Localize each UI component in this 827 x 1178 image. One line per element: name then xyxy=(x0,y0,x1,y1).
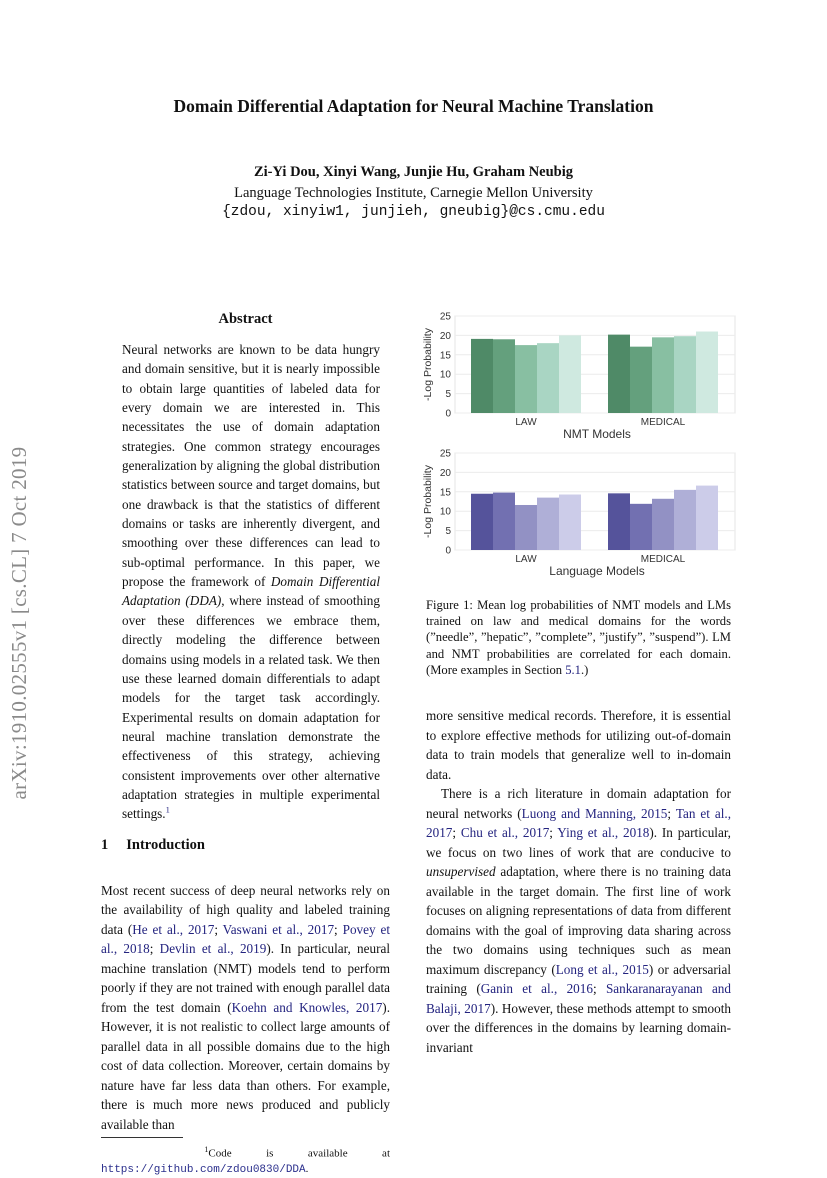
bar-law-complete xyxy=(515,505,537,550)
bar-law-hepatic xyxy=(493,493,515,550)
text-run: .) xyxy=(580,662,589,677)
citation-link[interactable]: Long et al., 2015 xyxy=(555,961,649,977)
y-tick-label: 25 xyxy=(439,311,451,323)
footnote-rule xyxy=(101,1137,183,1138)
section-heading-introduction xyxy=(101,837,390,854)
text-run: ; xyxy=(452,825,461,841)
bar-medical-needle xyxy=(608,335,630,413)
text-run: ; xyxy=(592,981,606,997)
bar-medical-suspend xyxy=(696,332,718,413)
text-run: Figure 1: Mean log probabilities of NMT models and LMs trained on law and medical domains for the words (”needle”, ”hepatic”, ”complete”, ”justify”, ”suspend”). LM and NMT probabilities are correlated for each domain. (More examples in Section xyxy=(426,598,731,677)
right-column xyxy=(426,597,731,1057)
y-tick-label: 0 xyxy=(445,408,451,420)
citation-link[interactable]: 5.1 xyxy=(565,662,581,677)
text-run: ). In particular, neural machine translation (NMT) models tend to perform poorly if they are not trained with enough parallel data from the test domain ( xyxy=(101,941,390,1015)
text-run: ; xyxy=(549,825,558,841)
y-tick-label: 25 xyxy=(439,448,451,460)
y-tick-label: 5 xyxy=(445,526,451,538)
text-run: There is a rich literature in domain adaptation for neural networks ( xyxy=(426,786,731,821)
right-paragraph-1 xyxy=(426,706,731,784)
citation-link[interactable]: Sankaranarayanan and Balaji, 2017 xyxy=(426,981,731,1016)
text-run: Neural networks are known to be data hungry and domain sensitive, but it is nearly impossible to obtain large quantities of labeled data for every domain we are interested in. This necessitates the use of domain adaptation strategies. One common strategy encourages generalization by aligning the global distribution statistics between source and target domains, but one drawback is that the statistics of different domains or tasks are inherently divergent, and smoothing over these differences can lead to sub-optimal performance. In this paper, we propose the framework of xyxy=(122,342,380,590)
citation-link[interactable]: Chu et al., 2017 xyxy=(460,825,550,841)
y-tick-label: 0 xyxy=(445,545,451,557)
citation-link[interactable]: Ying et al., 2018 xyxy=(557,825,650,841)
affiliation: Language Technologies Institute, Carnegie Mellon University xyxy=(234,185,593,201)
bar-medical-needle xyxy=(608,493,630,550)
text-run: ) or adversarial training ( xyxy=(426,961,731,997)
x-tick-label: MEDICAL xyxy=(640,554,686,565)
x-tick-label: MEDICAL xyxy=(640,417,686,428)
bar-law-needle xyxy=(471,339,493,413)
citation-link[interactable]: Luong and Manning, 2015 xyxy=(521,805,668,821)
bar-medical-justify xyxy=(674,336,696,413)
paper-title: Domain Differential Adaptation for Neural Machine Translation xyxy=(173,96,654,116)
bar-medical-hepatic xyxy=(630,504,652,550)
bar-law-justify xyxy=(537,343,559,413)
y-tick-label: 20 xyxy=(439,330,451,342)
citation-link[interactable]: Ganin et al., 2016 xyxy=(480,981,593,997)
footnote-ref-link[interactable]: 1 xyxy=(165,804,170,815)
x-axis-label: Language Models xyxy=(549,564,645,578)
footnote-url-link[interactable]: https://github.com/zdou0830/DDA xyxy=(101,1163,306,1176)
text-run: ; xyxy=(149,941,160,957)
text-run: ; xyxy=(667,805,676,821)
footnote-end: . xyxy=(305,1162,309,1175)
footnote-text: Code is available at xyxy=(208,1147,390,1160)
footnote xyxy=(101,1142,390,1178)
citation-link[interactable]: Vaswani et al., 2017 xyxy=(222,921,335,937)
section-title: Introduction xyxy=(126,836,205,853)
bar-medical-complete xyxy=(652,499,674,550)
y-tick-label: 5 xyxy=(445,389,451,401)
emails: {zdou, xinyiw1, junjieh, gneubig}@cs.cmu.edu xyxy=(222,204,605,220)
bar-law-suspend xyxy=(559,495,581,550)
bar-medical-justify xyxy=(674,490,696,550)
x-tick-label: LAW xyxy=(515,554,537,565)
bar-medical-complete xyxy=(652,337,674,413)
bar-law-hepatic xyxy=(493,339,515,413)
bar-medical-hepatic xyxy=(630,347,652,413)
emphasis-text: Domain Differential Adaptation (DDA) xyxy=(122,574,380,609)
bar-law-suspend xyxy=(559,335,581,413)
bar-law-justify xyxy=(537,498,559,550)
x-tick-label: LAW xyxy=(515,417,537,428)
text-run: more sensitive medical records. Therefore, it is essential to explore effective methods for utilizing out-of-domain data to train models that generalize well to in-domain data. xyxy=(426,708,731,782)
text-run: Most recent success of deep neural networks rely on the availability of high quality and labeled training data ( xyxy=(101,882,390,937)
emphasis-text: unsupervised xyxy=(426,864,496,880)
text-run: , where instead of smoothing over these differences we embrace them, directly modeling the difference between domains using models in a related task. We then use these learned domain differentials to adapt models for the target task accordingly. Experimental results on domain adaptation for neural machine translation demonstrate the effectiveness of this strategy, achieving consistent improvements over other alternative adaptation strategies in multiple experimental settings. xyxy=(122,593,380,822)
citation-link[interactable]: He et al., 2017 xyxy=(132,921,215,937)
bar-medical-suspend xyxy=(696,486,718,550)
introduction-paragraph xyxy=(101,881,390,1135)
citation-link[interactable]: Devlin et al., 2019 xyxy=(159,941,267,957)
text-run: ). However, these methods attempt to smooth over the differences in the domains by learning domain-invariant xyxy=(426,1000,731,1055)
bar-law-complete xyxy=(515,345,537,413)
authors: Zi-Yi Dou, Xinyi Wang, Junjie Hu, Graham Neubig xyxy=(253,164,574,180)
x-axis-label: NMT Models xyxy=(563,427,631,441)
abstract-heading: Abstract xyxy=(218,311,273,327)
footnote-mark: 1 xyxy=(204,1145,209,1155)
citation-link[interactable]: Povey et al., 2018 xyxy=(101,921,390,957)
text-run: ; xyxy=(334,921,343,937)
abstract-body xyxy=(122,340,380,824)
text-run: ; xyxy=(214,921,223,937)
arxiv-stamp: arXiv:1910.02555v1 [cs.CL] 7 Oct 2019 xyxy=(7,446,31,800)
citation-link[interactable]: Koehn and Knowles, 2017 xyxy=(231,999,383,1015)
text-run: ). However, it is not realistic to collect large amounts of parallel data in all possible domains due to the high cost of data collection. Moreover, certain domains by nature have far less data than others. For example, there is much more news produced and publicly available than xyxy=(101,999,390,1132)
section-number: 1 xyxy=(101,836,109,853)
y-tick-label: 10 xyxy=(439,506,451,518)
y-tick-label: 15 xyxy=(439,350,451,362)
right-paragraph-2 xyxy=(426,784,731,1057)
citation-link[interactable]: Tan et al., 2017 xyxy=(426,805,732,841)
y-tick-label: 15 xyxy=(439,487,451,499)
bar-law-needle xyxy=(471,494,493,550)
figure-caption xyxy=(426,597,731,678)
y-axis-label: -Log Probability xyxy=(422,465,434,538)
y-tick-label: 10 xyxy=(439,369,451,381)
figure-1-charts xyxy=(415,305,740,585)
text-run: adaptation, where there is no training data available in the target domain. The first line of work focuses on aligning representations of data from different domains with the goal of improving data sharing across the two domains using techniques such as mean maximum discrepancy ( xyxy=(426,864,731,977)
left-column xyxy=(101,311,390,1178)
y-axis-label: -Log Probability xyxy=(422,328,434,401)
y-tick-label: 20 xyxy=(439,467,451,479)
text-run: ). In particular, we focus on two lines of work that are conducive to xyxy=(426,825,731,860)
